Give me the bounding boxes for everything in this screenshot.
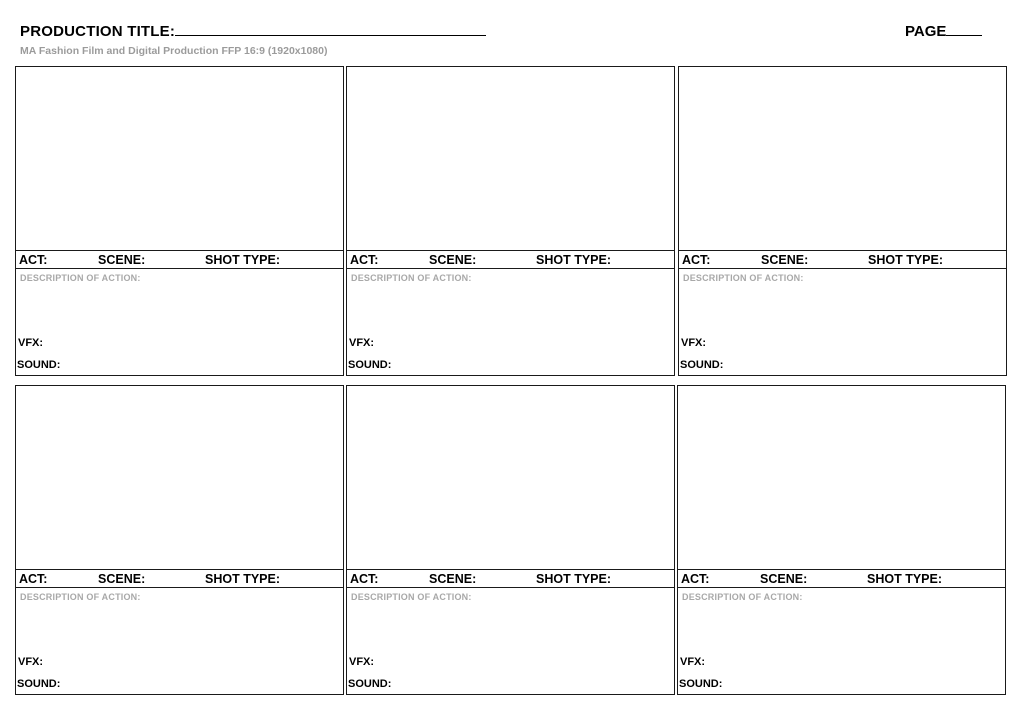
scene-label: SCENE:: [761, 253, 809, 267]
act-label: ACT:: [19, 572, 48, 586]
sound-label: SOUND:: [679, 678, 723, 690]
shot-type-label: SHOT TYPE:: [536, 572, 612, 586]
description-label: DESCRIPTION OF ACTION:: [351, 592, 472, 602]
vfx-label: VFX:: [18, 656, 44, 668]
shot-meta-row: [678, 570, 1005, 588]
shot-frame[interactable]: [16, 67, 343, 251]
sound-label: SOUND:: [348, 359, 392, 371]
shot-frame[interactable]: [347, 67, 674, 251]
format-subtitle: MA Fashion Film and Digital Production FFP 16:9 (1920x1080): [20, 45, 328, 57]
sound-label: SOUND:: [680, 359, 724, 371]
shot-frame[interactable]: [347, 386, 674, 570]
production-title-field[interactable]: [175, 22, 486, 36]
shot-frame[interactable]: [678, 386, 1005, 570]
sound-label: SOUND:: [17, 678, 61, 690]
sound-label: SOUND:: [17, 359, 61, 371]
scene-label: SCENE:: [98, 253, 146, 267]
shot-type-label: SHOT TYPE:: [205, 572, 281, 586]
vfx-label: VFX:: [681, 337, 707, 349]
description-label: DESCRIPTION OF ACTION:: [20, 273, 141, 283]
vfx-label: VFX:: [18, 337, 44, 349]
vfx-label: VFX:: [349, 656, 375, 668]
shot-type-label: SHOT TYPE:: [536, 253, 612, 267]
act-label: ACT:: [19, 253, 48, 267]
shot-meta-row: [16, 251, 343, 269]
description-label: DESCRIPTION OF ACTION:: [20, 592, 141, 602]
act-label: ACT:: [681, 572, 710, 586]
vfx-label: VFX:: [349, 337, 375, 349]
storyboard-panel: [678, 66, 1007, 376]
page-label: PAGE: [905, 23, 947, 40]
shot-type-label: SHOT TYPE:: [867, 572, 943, 586]
page-number: [905, 22, 982, 40]
shot-type-label: SHOT TYPE:: [205, 253, 281, 267]
act-label: ACT:: [350, 572, 379, 586]
scene-label: SCENE:: [429, 253, 477, 267]
description-label: DESCRIPTION OF ACTION:: [683, 273, 804, 283]
act-label: ACT:: [682, 253, 711, 267]
shot-meta-row: [347, 570, 674, 588]
scene-label: SCENE:: [429, 572, 477, 586]
production-title: [20, 22, 486, 40]
storyboard-panel: [346, 385, 675, 695]
storyboard-panel: [15, 66, 344, 376]
shot-meta-row: [16, 570, 343, 588]
page-number-field[interactable]: [946, 22, 982, 36]
scene-label: SCENE:: [760, 572, 808, 586]
description-label: DESCRIPTION OF ACTION:: [351, 273, 472, 283]
scene-label: SCENE:: [98, 572, 146, 586]
storyboard-panel: [677, 385, 1006, 695]
description-label: DESCRIPTION OF ACTION:: [682, 592, 803, 602]
shot-meta-row: [347, 251, 674, 269]
storyboard-panel: [15, 385, 344, 695]
vfx-label: VFX:: [680, 656, 706, 668]
sound-label: SOUND:: [348, 678, 392, 690]
shot-frame[interactable]: [16, 386, 343, 570]
shot-frame[interactable]: [679, 67, 1006, 251]
production-title-label: PRODUCTION TITLE:: [20, 23, 176, 40]
storyboard-panel: [346, 66, 675, 376]
shot-meta-row: [679, 251, 1006, 269]
act-label: ACT:: [350, 253, 379, 267]
shot-type-label: SHOT TYPE:: [868, 253, 944, 267]
